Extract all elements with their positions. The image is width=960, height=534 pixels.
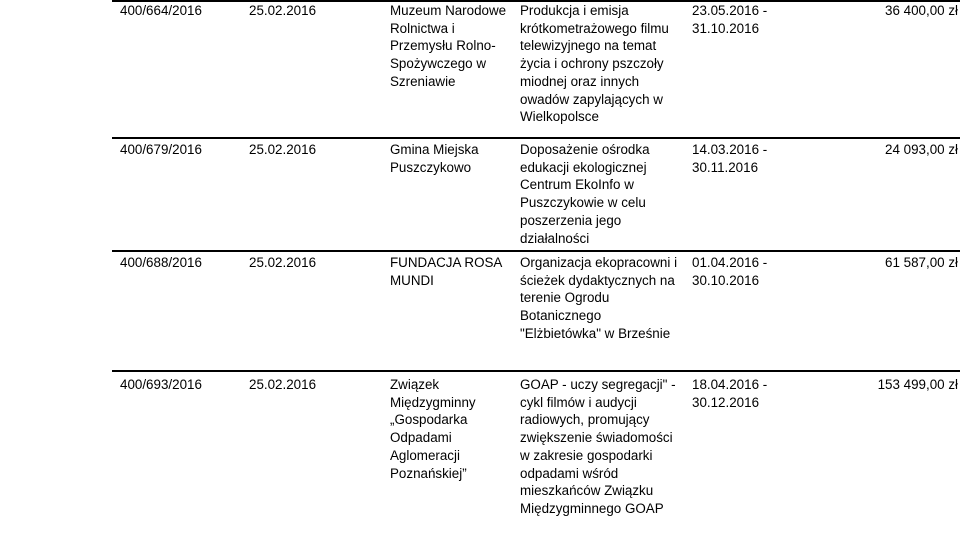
org-line: FUNDACJA ROSA <box>390 255 503 270</box>
period-line: 30.11.2016 <box>692 159 759 175</box>
desc-line: cykl filmów i audycji <box>520 394 637 410</box>
org-line: Szreniawie <box>390 73 456 89</box>
org-line: Odpadami <box>390 430 452 446</box>
desc-line: Doposażenie ośrodka <box>520 142 650 157</box>
row-period <box>692 2 767 37</box>
row-description <box>520 254 677 343</box>
period-line: 23.05.2016 - <box>692 3 768 18</box>
desc-line: Centrum EkoInfo w <box>520 177 634 193</box>
desc-line: terenie Ogrodu <box>520 290 610 306</box>
row-date: 25.02.2016 <box>249 142 317 157</box>
desc-line: odpadami wśród <box>520 465 619 481</box>
desc-line: działalności <box>520 230 590 246</box>
row-organization <box>390 376 476 482</box>
period-line: 30.10.2016 <box>692 272 760 288</box>
desc-line: poszerzenia jego <box>520 212 622 228</box>
row-amount: 153 499,00 zł <box>877 377 958 392</box>
row-description <box>520 376 676 518</box>
desc-line: ścieżek dydaktycznych na <box>520 272 675 288</box>
row-amount: 61 587,00 zł <box>885 255 958 270</box>
desc-line: Wielkopolsce <box>520 109 599 125</box>
desc-line: Botanicznego <box>520 308 602 324</box>
row-number: 400/679/2016 <box>120 142 202 157</box>
row-organization <box>390 2 506 91</box>
desc-line: Międzygminnego GOAP <box>520 500 664 516</box>
org-line: Muzeum Narodowe <box>390 3 507 18</box>
desc-line: Produkcja i emisja <box>520 3 629 18</box>
desc-line: zwiększenie świadomości <box>520 430 673 446</box>
org-line: Przemysłu Rolno- <box>390 38 496 54</box>
desc-line: Organizacja ekopracowni i <box>520 255 678 270</box>
desc-line: GOAP - uczy segregacji" - <box>520 377 676 392</box>
desc-line: krótkometrażowego filmu <box>520 20 669 36</box>
row-date: 25.02.2016 <box>249 3 317 18</box>
row-period <box>692 254 767 289</box>
org-line: Spożywczego w <box>390 56 487 72</box>
org-line: Aglomeracji <box>390 447 460 463</box>
row-amount: 36 400,00 zł <box>885 3 958 18</box>
desc-line: "Elżbietówka" w Brześnie <box>520 325 671 341</box>
desc-line: edukacji ekologicznej <box>520 159 647 175</box>
row-divider <box>112 137 960 139</box>
row-date: 25.02.2016 <box>249 377 317 392</box>
org-line: Związek <box>390 377 440 392</box>
desc-line: telewizyjnego na temat <box>520 38 657 54</box>
desc-line: radiowych, promujący <box>520 412 650 428</box>
org-line: MUNDI <box>390 272 434 288</box>
org-line: Rolnictwa i <box>390 20 455 36</box>
period-line: 30.12.2016 <box>692 394 760 410</box>
row-divider <box>112 250 960 252</box>
desc-line: owadów zapylających w <box>520 91 663 107</box>
desc-line: mieszkańców Związku <box>520 483 654 499</box>
desc-line: Puszczykowie w celu <box>520 195 646 211</box>
row-number: 400/693/2016 <box>120 377 202 392</box>
org-line: Międzygminny <box>390 394 476 410</box>
row-description <box>520 141 650 247</box>
org-line: Gmina Miejska <box>390 142 479 157</box>
row-period <box>692 376 767 411</box>
row-amount: 24 093,00 zł <box>885 142 958 157</box>
org-line: „Gospodarka <box>390 412 468 428</box>
org-line: Poznańskiej” <box>390 465 467 481</box>
period-line: 01.04.2016 - <box>692 255 768 270</box>
row-period <box>692 141 767 176</box>
row-divider <box>112 370 960 372</box>
desc-line: miodnej oraz innych <box>520 73 640 89</box>
desc-line: w zakresie gospodarki <box>520 447 653 463</box>
period-line: 14.03.2016 - <box>692 142 768 157</box>
row-number: 400/688/2016 <box>120 255 202 270</box>
row-organization <box>390 254 502 289</box>
desc-line: życia i ochrony pszczoły <box>520 56 664 72</box>
row-organization <box>390 141 479 176</box>
period-line: 31.10.2016 <box>692 20 760 36</box>
row-number: 400/664/2016 <box>120 3 202 18</box>
row-date: 25.02.2016 <box>249 255 317 270</box>
row-description <box>520 2 669 126</box>
org-line: Puszczykowo <box>390 159 472 175</box>
period-line: 18.04.2016 - <box>692 377 768 392</box>
